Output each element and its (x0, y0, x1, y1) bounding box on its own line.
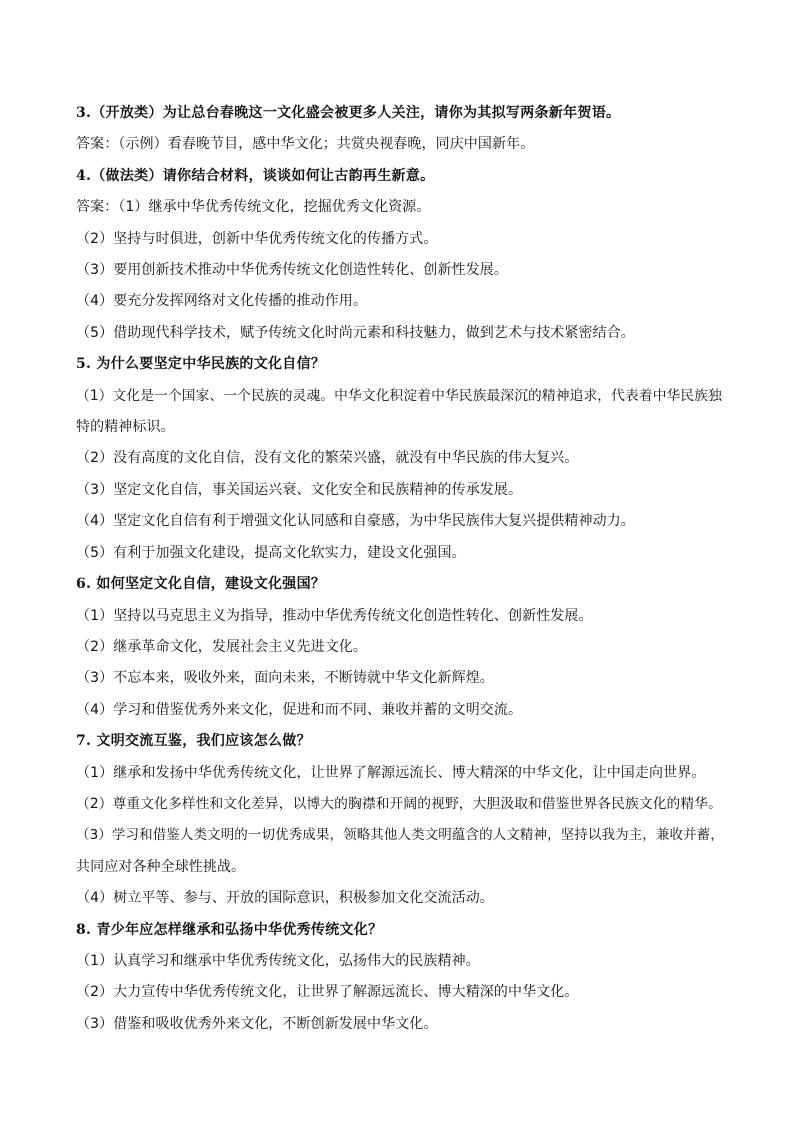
answer-4-item-1: 答案：（1）继承中华优秀传统文化，挖掘优秀文化资源。 (76, 199, 431, 216)
answer-7-item-3-line-1: （3）学习和借鉴人类文明的一切优秀成果，领略其他人类文明蕴含的人文精神，坚持以我为主，兼收并蓄， (76, 827, 724, 844)
answer-3-text: 答案：（示例）看春晚节目，感中华文化；共赏央视春晚，同庆中国新年。 (76, 136, 535, 153)
answer-5-item-4: （4）坚定文化自信有利于增强文化认同感和自豪感，为中华民族伟大复兴提供精神动力。 (76, 513, 635, 530)
answer-7-item-4: （4）树立平等、参与、开放的国际意识，积极参加文化交流活动。 (76, 890, 494, 907)
question-4-heading: 4.（做法类）请你结合材料，谈谈如何让古韵再生新意。 (76, 167, 435, 184)
answer-7-item-3-line-2: 共同应对各种全球性挑战。 (76, 858, 246, 875)
answer-8-item-1: （1）认真学习和继承中华优秀传统文化，弘扬伟大的民族精神。 (76, 952, 480, 969)
question-7-heading: 7. 文明交流互鉴，我们应该怎么做？ (76, 733, 311, 750)
answer-4-item-4: （4）要充分发挥网络对文化传播的推动作用。 (76, 293, 368, 310)
answer-5-item-1-line-1: （1）文化是一个国家、一个民族的灵魂。中华文化积淀着中华民族最深沉的精神追求，代表着中华民族独 (76, 387, 722, 404)
question-5-heading: 5. 为什么要坚定中华民族的文化自信？ (76, 356, 326, 373)
answer-6-item-2: （2）继承革命文化，发展社会主义先进文化。 (76, 638, 368, 655)
answer-5-item-2: （2）没有高度的文化自信，没有文化的繁荣兴盛，就没有中华民族的伟大复兴。 (76, 450, 579, 467)
answer-8-item-3: （3）借鉴和吸收优秀外来文化，不断创新发展中华文化。 (76, 1015, 438, 1032)
answer-7-item-2: （2）尊重文化多样性和文化差异，以博大的胸襟和开阔的视野，大胆汲取和借鉴世界各民族文化的精华。 (76, 795, 722, 812)
document-content (76, 98, 726, 1040)
answer-5-item-5: （5）有利于加强文化建设，提高文化软实力，建设文化强国。 (76, 544, 466, 561)
answer-5-item-1-line-2: 特的精神标识。 (76, 419, 175, 436)
question-6-heading: 6. 如何坚定文化自信，建设文化强国？ (76, 576, 326, 593)
answer-6-item-4: （4）学习和借鉴优秀外来文化，促进和而不同、兼收并蓄的文明交流。 (76, 701, 523, 718)
answer-8-item-2: （2）大力宣传中华优秀传统文化，让世界了解源远流长、博大精深的中华文化。 (76, 984, 579, 1001)
answer-4-item-3: （3）要用创新技术推动中华优秀传统文化创造性转化、创新性发展。 (76, 262, 509, 279)
answer-5-item-3: （3）坚定文化自信，事关国运兴衰、文化安全和民族精神的传承发展。 (76, 481, 523, 498)
answer-4-item-5: （5）借助现代科学技术，赋予传统文化时尚元素和科技魅力，做到艺术与技术紧密结合。 (76, 324, 635, 341)
answer-6-item-3: （3）不忘本来，吸收外来，面向未来，不断铸就中华文化新辉煌。 (76, 670, 494, 687)
answer-7-item-1: （1）继承和发扬中华优秀传统文化，让世界了解源远流长、博大精深的中华文化，让中国走向世界。 (76, 764, 706, 781)
answer-6-item-1: （1）坚持以马克思主义为指导，推动中华优秀传统文化创造性转化、创新性发展。 (76, 607, 593, 624)
answer-4-item-2: （2）坚持与时俱进，创新中华优秀传统文化的传播方式。 (76, 230, 438, 247)
question-3-heading: 3.（开放类）为让总台春晚这一文化盛会被更多人关注，请你为其拟写两条新年贺语。 (76, 105, 621, 121)
question-8-heading: 8. 青少年应怎样继承和弘扬中华优秀传统文化？ (76, 921, 383, 938)
